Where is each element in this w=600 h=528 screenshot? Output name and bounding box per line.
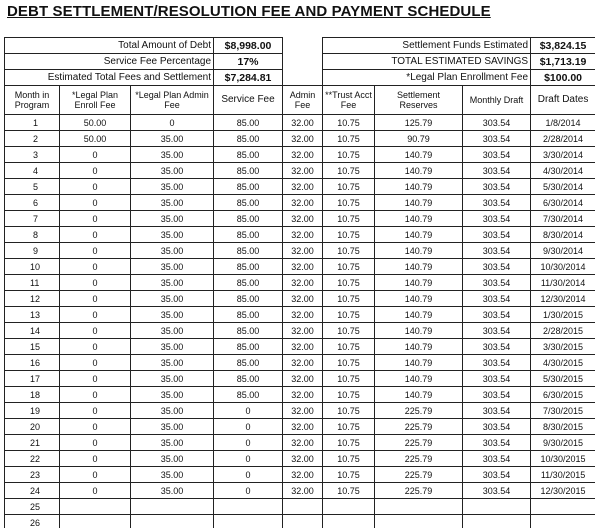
service-fee-pct-label: Service Fee Percentage: [5, 54, 214, 70]
monthly-draft-cell: 303.54: [463, 339, 531, 355]
admin-fee-cell: 32.00: [283, 387, 323, 403]
trust-fee-cell: [323, 499, 375, 515]
table-row: [5, 339, 596, 355]
table-row: [5, 195, 596, 211]
col-header-trust-fee: **Trust Acct Fee: [323, 86, 375, 115]
monthly-draft-cell: 303.54: [463, 211, 531, 227]
legal-admin-cell: 35.00: [131, 147, 214, 163]
reserves-cell: 225.79: [375, 419, 463, 435]
table-row: [5, 451, 596, 467]
draft-date-cell: 4/30/2015: [531, 355, 595, 371]
reserves-cell: 225.79: [375, 483, 463, 499]
legal-enroll-cell: 0: [60, 307, 131, 323]
trust-fee-cell: 10.75: [323, 451, 375, 467]
legal-enroll-cell: 0: [60, 451, 131, 467]
monthly-draft-cell: [463, 499, 531, 515]
legal-enroll-cell: 0: [60, 419, 131, 435]
month-cell: 17: [5, 371, 60, 387]
admin-fee-cell: 32.00: [283, 179, 323, 195]
total-savings-value: $1,713.19: [531, 54, 595, 70]
reserves-cell: 140.79: [375, 243, 463, 259]
trust-fee-cell: 10.75: [323, 339, 375, 355]
month-cell: 5: [5, 179, 60, 195]
month-cell: 19: [5, 403, 60, 419]
col-header-legal-enroll: *Legal Plan Enroll Fee: [60, 86, 131, 115]
reserves-cell: 140.79: [375, 211, 463, 227]
legal-admin-cell: 35.00: [131, 355, 214, 371]
draft-date-cell: 12/30/2014: [531, 291, 595, 307]
trust-fee-cell: 10.75: [323, 323, 375, 339]
service-fee-cell: 0: [214, 483, 283, 499]
reserves-cell: 140.79: [375, 227, 463, 243]
legal-admin-cell: 35.00: [131, 227, 214, 243]
fee-schedule-table: [4, 37, 595, 528]
draft-date-cell: 9/30/2015: [531, 435, 595, 451]
settlement-funds-value: $3,824.15: [531, 38, 595, 54]
month-cell: 7: [5, 211, 60, 227]
month-cell: 22: [5, 451, 60, 467]
reserves-cell: 225.79: [375, 451, 463, 467]
trust-fee-cell: 10.75: [323, 243, 375, 259]
service-fee-cell: 85.00: [214, 355, 283, 371]
admin-fee-cell: 32.00: [283, 259, 323, 275]
monthly-draft-cell: 303.54: [463, 131, 531, 147]
monthly-draft-cell: 303.54: [463, 451, 531, 467]
legal-admin-cell: 35.00: [131, 419, 214, 435]
legal-admin-cell: 35.00: [131, 467, 214, 483]
service-fee-cell: 85.00: [214, 275, 283, 291]
legal-plan-enroll-label: *Legal Plan Enrollment Fee: [323, 70, 531, 86]
monthly-draft-cell: 303.54: [463, 435, 531, 451]
monthly-draft-cell: 303.54: [463, 179, 531, 195]
col-header-monthly-draft: Monthly Draft: [463, 86, 531, 115]
total-debt-label: Total Amount of Debt: [5, 38, 214, 54]
table-row: [5, 483, 596, 499]
summary-row: [5, 70, 596, 86]
admin-fee-cell: 32.00: [283, 419, 323, 435]
table-row: [5, 179, 596, 195]
monthly-draft-cell: 303.54: [463, 275, 531, 291]
reserves-cell: 125.79: [375, 115, 463, 131]
total-savings-label: TOTAL ESTIMATED SAVINGS: [323, 54, 531, 70]
admin-fee-cell: 32.00: [283, 403, 323, 419]
header-row: [5, 86, 596, 115]
admin-fee-cell: 32.00: [283, 275, 323, 291]
service-fee-cell: 85.00: [214, 179, 283, 195]
legal-admin-cell: 35.00: [131, 195, 214, 211]
reserves-cell: 140.79: [375, 195, 463, 211]
reserves-cell: 225.79: [375, 467, 463, 483]
draft-date-cell: 4/30/2014: [531, 163, 595, 179]
service-fee-cell: 85.00: [214, 371, 283, 387]
draft-date-cell: 3/30/2014: [531, 147, 595, 163]
reserves-cell: 140.79: [375, 179, 463, 195]
reserves-cell: 225.79: [375, 403, 463, 419]
col-header-month: Month in Program: [5, 86, 60, 115]
legal-admin-cell: 35.00: [131, 371, 214, 387]
draft-date-cell: 3/30/2015: [531, 339, 595, 355]
legal-admin-cell: 35.00: [131, 179, 214, 195]
draft-date-cell: 5/30/2014: [531, 179, 595, 195]
trust-fee-cell: 10.75: [323, 275, 375, 291]
legal-enroll-cell: 0: [60, 211, 131, 227]
reserves-cell: 140.79: [375, 163, 463, 179]
trust-fee-cell: 10.75: [323, 387, 375, 403]
monthly-draft-cell: 303.54: [463, 323, 531, 339]
admin-fee-cell: 32.00: [283, 467, 323, 483]
service-fee-cell: 85.00: [214, 211, 283, 227]
admin-fee-cell: 32.00: [283, 195, 323, 211]
service-fee-cell: 0: [214, 451, 283, 467]
legal-admin-cell: 35.00: [131, 275, 214, 291]
month-cell: 12: [5, 291, 60, 307]
draft-date-cell: 2/28/2015: [531, 323, 595, 339]
month-cell: 1: [5, 115, 60, 131]
legal-enroll-cell: 0: [60, 403, 131, 419]
service-fee-cell: 85.00: [214, 291, 283, 307]
service-fee-cell: [214, 515, 283, 528]
draft-date-cell: 9/30/2014: [531, 243, 595, 259]
month-cell: 18: [5, 387, 60, 403]
trust-fee-cell: 10.75: [323, 291, 375, 307]
table-row: [5, 259, 596, 275]
monthly-draft-cell: 303.54: [463, 195, 531, 211]
trust-fee-cell: 10.75: [323, 307, 375, 323]
service-fee-cell: 0: [214, 403, 283, 419]
legal-enroll-cell: 0: [60, 483, 131, 499]
service-fee-cell: 85.00: [214, 323, 283, 339]
service-fee-cell: 85.00: [214, 307, 283, 323]
legal-admin-cell: 35.00: [131, 131, 214, 147]
trust-fee-cell: 10.75: [323, 259, 375, 275]
trust-fee-cell: 10.75: [323, 131, 375, 147]
reserves-cell: 140.79: [375, 323, 463, 339]
monthly-draft-cell: 303.54: [463, 403, 531, 419]
monthly-draft-cell: 303.54: [463, 371, 531, 387]
service-fee-cell: 0: [214, 435, 283, 451]
col-header-draft-dates: Draft Dates: [531, 86, 595, 115]
month-cell: 15: [5, 339, 60, 355]
legal-admin-cell: 35.00: [131, 211, 214, 227]
est-total-fees-label: Estimated Total Fees and Settlement: [5, 70, 214, 86]
trust-fee-cell: 10.75: [323, 163, 375, 179]
legal-admin-cell: 35.00: [131, 483, 214, 499]
monthly-draft-cell: 303.54: [463, 115, 531, 131]
legal-admin-cell: 35.00: [131, 435, 214, 451]
month-cell: 14: [5, 323, 60, 339]
legal-enroll-cell: 0: [60, 195, 131, 211]
table-row: [5, 243, 596, 259]
draft-date-cell: 8/30/2015: [531, 419, 595, 435]
month-cell: 21: [5, 435, 60, 451]
trust-fee-cell: 10.75: [323, 195, 375, 211]
legal-enroll-cell: 0: [60, 387, 131, 403]
monthly-draft-cell: 303.54: [463, 307, 531, 323]
legal-admin-cell: 35.00: [131, 451, 214, 467]
legal-admin-cell: 35.00: [131, 403, 214, 419]
admin-fee-cell: 32.00: [283, 243, 323, 259]
table-row: [5, 515, 596, 528]
month-cell: 6: [5, 195, 60, 211]
legal-enroll-cell: 0: [60, 323, 131, 339]
admin-fee-cell: 32.00: [283, 483, 323, 499]
legal-plan-enroll-value: $100.00: [531, 70, 595, 86]
table-row: [5, 227, 596, 243]
admin-fee-cell: [283, 499, 323, 515]
monthly-draft-cell: 303.54: [463, 483, 531, 499]
trust-fee-cell: 10.75: [323, 115, 375, 131]
admin-fee-cell: 32.00: [283, 307, 323, 323]
service-fee-cell: 85.00: [214, 115, 283, 131]
legal-admin-cell: 35.00: [131, 339, 214, 355]
month-cell: 20: [5, 419, 60, 435]
month-cell: 16: [5, 355, 60, 371]
service-fee-cell: [214, 499, 283, 515]
trust-fee-cell: 10.75: [323, 467, 375, 483]
admin-fee-cell: 32.00: [283, 147, 323, 163]
admin-fee-cell: 32.00: [283, 355, 323, 371]
service-fee-cell: 85.00: [214, 131, 283, 147]
table-row: [5, 147, 596, 163]
service-fee-cell: 85.00: [214, 259, 283, 275]
table-row: [5, 307, 596, 323]
admin-fee-cell: 32.00: [283, 435, 323, 451]
table-row: [5, 435, 596, 451]
admin-fee-cell: 32.00: [283, 211, 323, 227]
month-cell: 25: [5, 499, 60, 515]
draft-date-cell: 12/30/2015: [531, 483, 595, 499]
reserves-cell: 225.79: [375, 435, 463, 451]
monthly-draft-cell: 303.54: [463, 147, 531, 163]
legal-admin-cell: 35.00: [131, 259, 214, 275]
reserves-cell: [375, 515, 463, 528]
draft-date-cell: 10/30/2015: [531, 451, 595, 467]
legal-admin-cell: 35.00: [131, 387, 214, 403]
draft-date-cell: 6/30/2015: [531, 387, 595, 403]
table-row: [5, 355, 596, 371]
service-fee-cell: 85.00: [214, 243, 283, 259]
fee-schedule-sheet: [4, 37, 595, 528]
table-row: [5, 291, 596, 307]
monthly-draft-cell: 303.54: [463, 355, 531, 371]
service-fee-pct-value: 17%: [214, 54, 283, 70]
reserves-cell: 140.79: [375, 339, 463, 355]
service-fee-cell: 85.00: [214, 147, 283, 163]
service-fee-cell: 85.00: [214, 163, 283, 179]
col-header-legal-admin: *Legal Plan Admin Fee: [131, 86, 214, 115]
draft-date-cell: 5/30/2015: [531, 371, 595, 387]
month-cell: 26: [5, 515, 60, 528]
admin-fee-cell: 32.00: [283, 323, 323, 339]
service-fee-cell: 0: [214, 467, 283, 483]
legal-enroll-cell: 0: [60, 291, 131, 307]
draft-date-cell: 11/30/2015: [531, 467, 595, 483]
trust-fee-cell: [323, 515, 375, 528]
legal-enroll-cell: [60, 499, 131, 515]
admin-fee-cell: 32.00: [283, 227, 323, 243]
admin-fee-cell: 32.00: [283, 115, 323, 131]
monthly-draft-cell: 303.54: [463, 227, 531, 243]
reserves-cell: 140.79: [375, 387, 463, 403]
draft-date-cell: 1/8/2014: [531, 115, 595, 131]
table-row: [5, 499, 596, 515]
draft-date-cell: 6/30/2014: [531, 195, 595, 211]
service-fee-cell: 85.00: [214, 387, 283, 403]
col-header-admin-fee: Admin Fee: [283, 86, 323, 115]
page-title: DEBT SETTLEMENT/RESOLUTION FEE AND PAYMENT SCHEDULE: [7, 3, 491, 20]
admin-fee-cell: [283, 515, 323, 528]
monthly-draft-cell: 303.54: [463, 243, 531, 259]
table-row: [5, 211, 596, 227]
legal-admin-cell: 35.00: [131, 291, 214, 307]
draft-date-cell: [531, 515, 595, 528]
admin-fee-cell: 32.00: [283, 339, 323, 355]
table-row: [5, 387, 596, 403]
legal-enroll-cell: 0: [60, 179, 131, 195]
legal-enroll-cell: 0: [60, 243, 131, 259]
legal-enroll-cell: [60, 515, 131, 528]
monthly-draft-cell: [463, 515, 531, 528]
month-cell: 3: [5, 147, 60, 163]
month-cell: 2: [5, 131, 60, 147]
table-row: [5, 275, 596, 291]
trust-fee-cell: 10.75: [323, 483, 375, 499]
legal-enroll-cell: 0: [60, 355, 131, 371]
month-cell: 11: [5, 275, 60, 291]
trust-fee-cell: 10.75: [323, 179, 375, 195]
legal-enroll-cell: 0: [60, 467, 131, 483]
draft-date-cell: 2/28/2014: [531, 131, 595, 147]
legal-admin-cell: 35.00: [131, 323, 214, 339]
admin-fee-cell: 32.00: [283, 451, 323, 467]
monthly-draft-cell: 303.54: [463, 163, 531, 179]
service-fee-cell: 85.00: [214, 339, 283, 355]
draft-date-cell: [531, 499, 595, 515]
admin-fee-cell: 32.00: [283, 163, 323, 179]
table-row: [5, 323, 596, 339]
summary-row: [5, 38, 596, 54]
admin-fee-cell: 32.00: [283, 131, 323, 147]
trust-fee-cell: 10.75: [323, 419, 375, 435]
legal-admin-cell: [131, 499, 214, 515]
col-header-service-fee: Service Fee: [214, 86, 283, 115]
trust-fee-cell: 10.75: [323, 435, 375, 451]
monthly-draft-cell: 303.54: [463, 419, 531, 435]
table-row: [5, 115, 596, 131]
reserves-cell: 140.79: [375, 275, 463, 291]
reserves-cell: 140.79: [375, 307, 463, 323]
draft-date-cell: 7/30/2015: [531, 403, 595, 419]
legal-admin-cell: [131, 515, 214, 528]
est-total-fees-value: $7,284.81: [214, 70, 283, 86]
service-fee-cell: 85.00: [214, 227, 283, 243]
reserves-cell: 140.79: [375, 291, 463, 307]
draft-date-cell: 11/30/2014: [531, 275, 595, 291]
monthly-draft-cell: 303.54: [463, 387, 531, 403]
legal-admin-cell: 35.00: [131, 163, 214, 179]
table-row: [5, 419, 596, 435]
legal-admin-cell: 0: [131, 115, 214, 131]
draft-date-cell: 1/30/2015: [531, 307, 595, 323]
draft-date-cell: 8/30/2014: [531, 227, 595, 243]
table-row: [5, 371, 596, 387]
trust-fee-cell: 10.75: [323, 403, 375, 419]
trust-fee-cell: 10.75: [323, 147, 375, 163]
reserves-cell: 140.79: [375, 147, 463, 163]
trust-fee-cell: 10.75: [323, 355, 375, 371]
table-row: [5, 467, 596, 483]
legal-enroll-cell: 0: [60, 339, 131, 355]
reserves-cell: [375, 499, 463, 515]
draft-date-cell: 7/30/2014: [531, 211, 595, 227]
monthly-draft-cell: 303.54: [463, 467, 531, 483]
settlement-funds-label: Settlement Funds Estimated: [323, 38, 531, 54]
legal-admin-cell: 35.00: [131, 243, 214, 259]
month-cell: 4: [5, 163, 60, 179]
month-cell: 9: [5, 243, 60, 259]
summary-row: [5, 54, 596, 70]
table-row: [5, 403, 596, 419]
admin-fee-cell: 32.00: [283, 371, 323, 387]
reserves-cell: 90.79: [375, 131, 463, 147]
table-row: [5, 131, 596, 147]
legal-enroll-cell: 0: [60, 435, 131, 451]
trust-fee-cell: 10.75: [323, 227, 375, 243]
reserves-cell: 140.79: [375, 355, 463, 371]
col-header-reserves: Settlement Reserves: [375, 86, 463, 115]
reserves-cell: 140.79: [375, 259, 463, 275]
month-cell: 10: [5, 259, 60, 275]
legal-enroll-cell: 50.00: [60, 131, 131, 147]
admin-fee-cell: 32.00: [283, 291, 323, 307]
table-row: [5, 163, 596, 179]
legal-enroll-cell: 0: [60, 227, 131, 243]
total-debt-value: $8,998.00: [214, 38, 283, 54]
month-cell: 13: [5, 307, 60, 323]
legal-admin-cell: 35.00: [131, 307, 214, 323]
service-fee-cell: 85.00: [214, 195, 283, 211]
month-cell: 8: [5, 227, 60, 243]
legal-enroll-cell: 0: [60, 163, 131, 179]
legal-enroll-cell: 0: [60, 275, 131, 291]
trust-fee-cell: 10.75: [323, 371, 375, 387]
legal-enroll-cell: 0: [60, 259, 131, 275]
monthly-draft-cell: 303.54: [463, 291, 531, 307]
draft-date-cell: 10/30/2014: [531, 259, 595, 275]
month-cell: 23: [5, 467, 60, 483]
reserves-cell: 140.79: [375, 371, 463, 387]
legal-enroll-cell: 0: [60, 147, 131, 163]
monthly-draft-cell: 303.54: [463, 259, 531, 275]
trust-fee-cell: 10.75: [323, 211, 375, 227]
legal-enroll-cell: 0: [60, 371, 131, 387]
month-cell: 24: [5, 483, 60, 499]
service-fee-cell: 0: [214, 419, 283, 435]
legal-enroll-cell: 50.00: [60, 115, 131, 131]
